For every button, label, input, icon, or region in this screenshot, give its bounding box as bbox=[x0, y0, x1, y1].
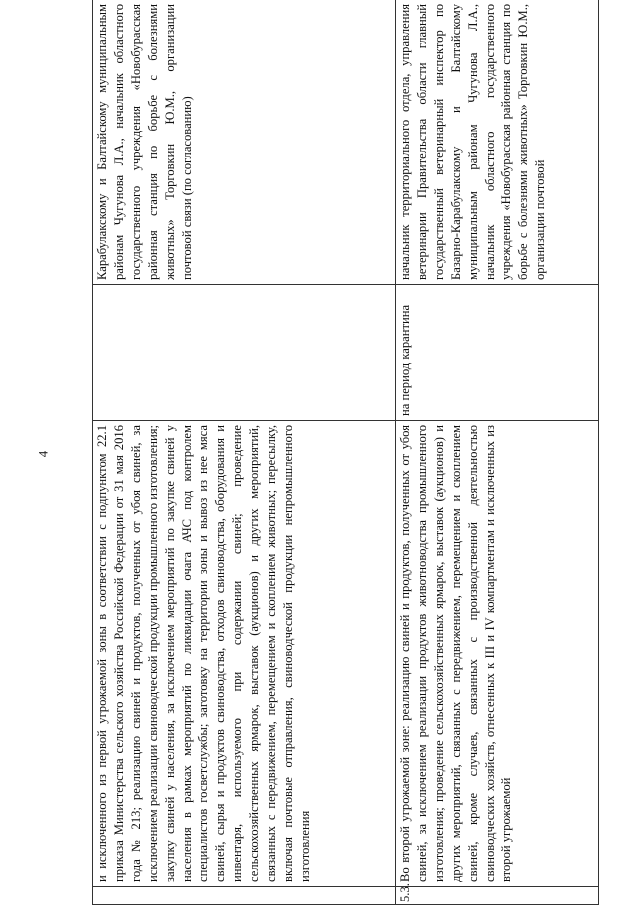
term-text: на период карантина bbox=[396, 285, 599, 421]
table-row bbox=[396, 0, 599, 905]
term-text bbox=[93, 285, 396, 421]
responsible-text: начальник территориального отдела, управления ветеринарии Правительства области главный государственный ветеринарный инспектор по Базарно-Карабулакскому и Балтайскому муниципальным районам Чугунова Л.А., начальник областного государственного учреждения «Новобурасская районная станция по борьбе с болезнями животных» Торговкин Ю.М., организации почтовой bbox=[396, 0, 599, 285]
rotated-document bbox=[92, 0, 602, 905]
table-row bbox=[93, 0, 396, 905]
row-number bbox=[93, 887, 396, 905]
measure-text: и исключенного из первой угрожаемой зоны в соответствии с подпунктом 22.1 приказа Министерства сельского хозяйства Российской Федерации от 31 мая 2016 года № 213; реализацию свиней и продуктов, полученных от убоя свиней, за исключением реализации свиноводческой продукции промышленного изготовления; закупку свиней у населения, за исключением мероприятий по закупке свиней у населения в рамках мероприятий по ликвидации очага АЧС под контролем специалистов госветслужбы; заготовку на территории зоны и вывоз из нее мяса свиней, сырья и продуктов свиноводства, отходов свиноводства, оборудования и инвентаря, используемого при содержании свиней; проведение сельскохозяйственных ярмарок, выставок (аукционов) и других мероприятий, связанных с передвижением, перемещением и скоплением животных; пересылку, включая почтовые отправления, свиноводческой продукции непромышленного изготовления bbox=[93, 421, 396, 887]
measures-table bbox=[92, 0, 599, 905]
responsible-text: Карабулакскому и Балтайскому муниципальным районам Чугунова Л.А., начальник областного государственного учреждения «Новобурасская районная станция по борьбе с болезнями животных» Торговкин Ю.М., организации почтовой связи (по согласованию) bbox=[93, 0, 396, 285]
row-number: 5.3. bbox=[396, 887, 599, 905]
measure-text: Во второй угрожаемой зоне: реализацию свиней и продуктов, полученных от убоя свиней, за исключением реализации продуктов животноводства промышленного изготовления; проведение сельскохозяйственных ярмарок, выставок (аукционов) и других мероприятий, связанных с передвижением, перемещением и скоплением свиней, кроме случаев, связанных с производственной деятельностью свиноводческих хозяйств, отнесенных к III и IV компартментам и исключенных из второй угрожаемой bbox=[396, 421, 599, 887]
page-number: 4 bbox=[35, 450, 51, 458]
